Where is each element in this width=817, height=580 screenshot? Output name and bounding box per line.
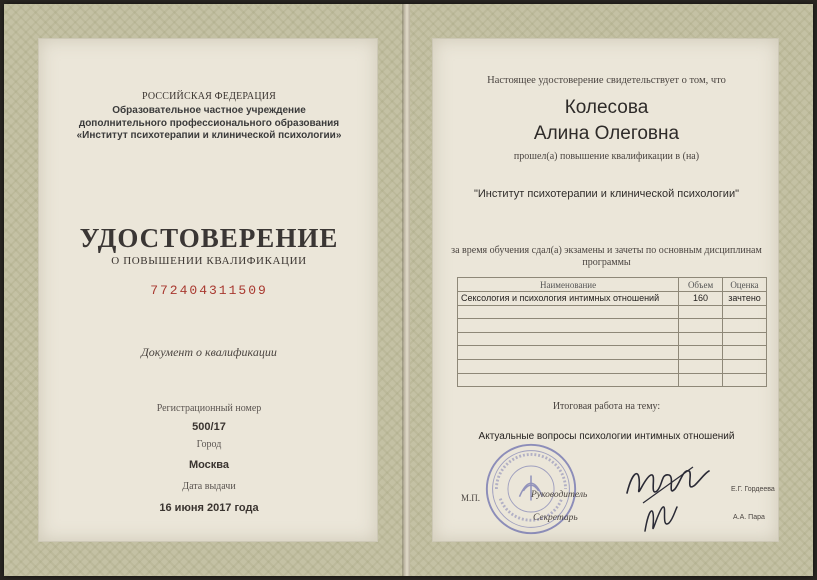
holder-last-name: Колесова xyxy=(564,97,649,118)
header-grade: Оценка xyxy=(723,278,767,292)
issue-date-label: Дата выдачи xyxy=(182,481,236,492)
final-work-label: Итоговая работа на тему: xyxy=(552,401,661,412)
table-row-empty xyxy=(458,319,767,333)
table-row-empty xyxy=(458,346,767,360)
stamp-place-label: М.П. xyxy=(461,493,481,503)
header-name: Наименование xyxy=(458,278,679,292)
certify-intro: Настоящее удостоверение свидетельствует о том, что xyxy=(487,75,726,86)
discipline-name: Сексология и психология интимных отношений xyxy=(458,292,679,306)
director-label: Руководитель xyxy=(531,490,588,500)
org-line-1: Образовательное частное учреждение xyxy=(112,105,306,116)
organization-name xyxy=(39,105,379,143)
document-type: Документ о квалификации xyxy=(141,345,277,359)
serial-number: 772404311509 xyxy=(150,283,268,298)
disciplines-table xyxy=(457,277,767,387)
director-name: Е.Г. Гордеева xyxy=(731,486,775,493)
city-label: Город xyxy=(196,439,222,450)
right-page xyxy=(410,4,813,576)
registration-number: 500/17 xyxy=(192,421,226,433)
table-row-empty xyxy=(458,332,767,346)
header-volume: Объем xyxy=(679,278,723,292)
table-row-empty xyxy=(458,305,767,319)
table-row-empty xyxy=(458,373,767,387)
certificate-spread xyxy=(4,4,813,576)
left-page-inner xyxy=(38,38,378,542)
issue-date-value: 16 июня 2017 года xyxy=(159,502,259,514)
discipline-grade: зачтено xyxy=(723,292,767,306)
country-heading: РОССИЙСКАЯ ФЕДЕРАЦИЯ xyxy=(141,91,277,102)
registration-label: Регистрационный номер xyxy=(156,403,262,414)
table-header-row xyxy=(458,278,767,292)
institute-name: "Институт психотерапии и клинической психологии" xyxy=(474,188,739,200)
exam-statement: за время обучения сдал(а) экзамены и зачеты по основным дисциплинам программы xyxy=(451,245,762,268)
holder-first-name: Алина Олеговна xyxy=(533,123,680,144)
left-page xyxy=(4,4,404,576)
secretary-signature-icon xyxy=(639,497,679,537)
org-line-3: «Институт психотерапии и клинической психологии» xyxy=(76,130,342,141)
org-line-2: дополнительного профессионального образования xyxy=(78,117,340,129)
certificate-title: УДОСТОВЕРЕНИЕ xyxy=(79,223,339,253)
training-statement: прошел(а) повышение квалификации в (на) xyxy=(513,151,700,162)
table-row-empty xyxy=(458,359,767,373)
table-row xyxy=(458,292,767,306)
certificate-subtitle: О ПОВЫШЕНИИ КВАЛИФИКАЦИИ xyxy=(111,255,307,267)
city-value: Москва xyxy=(188,459,230,471)
secretary-name: А.А. Пара xyxy=(733,514,765,521)
right-page-inner xyxy=(432,38,779,542)
secretary-label: Секретарь xyxy=(533,513,578,523)
discipline-hours: 160 xyxy=(679,292,723,306)
final-work-topic: Актуальные вопросы психологии интимных отношений xyxy=(478,431,735,442)
